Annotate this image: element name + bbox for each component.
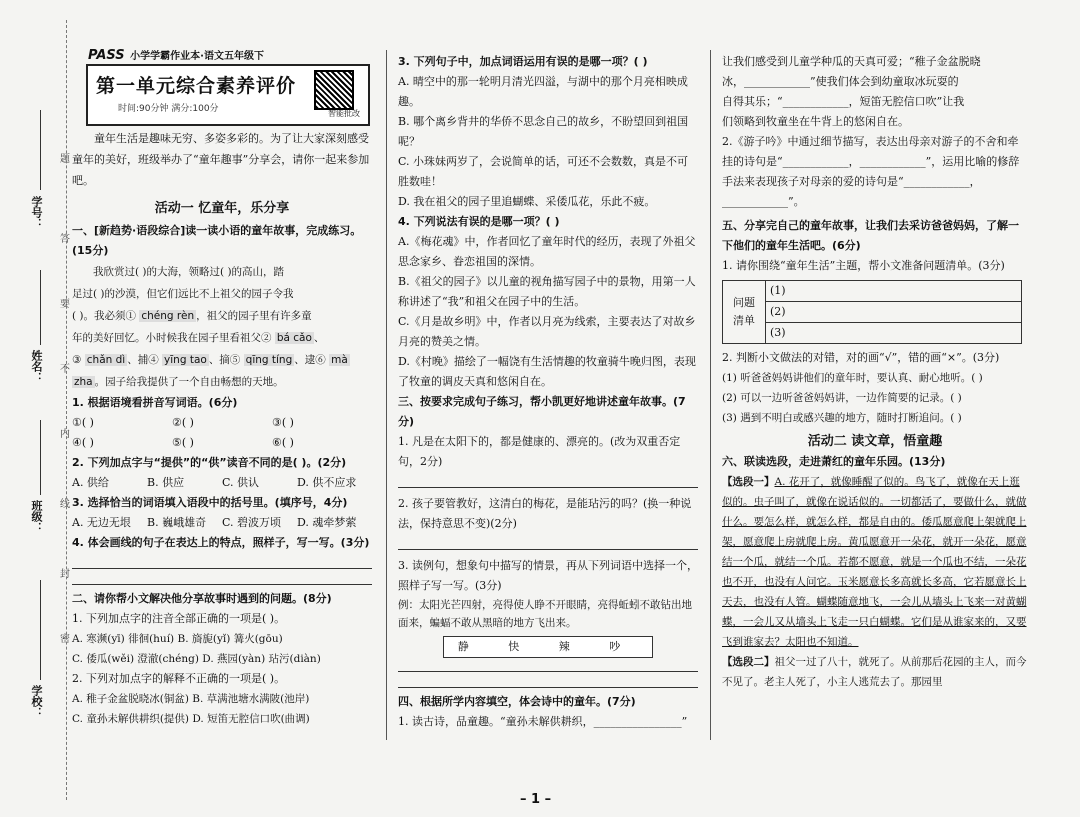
passage-1-text: A. 花开了，就像睡醒了似的。鸟飞了，就像在天上逛似的。虫子叫了，就像在说话似的。一切都活了，要做什么，就做什么。要怎么样，就怎么样，都是自由的。倭瓜愿意爬上架就爬上架，愿意爬上房就爬上房。黄瓜愿意开一朵花，就开一朵花，愿意结一个瓜，就结一个瓜。若都不愿意，就是一个瓜也不结，一朵花也不开，也没有人问它。玉米愿意长多高就长多高，它若愿意长上天去，也没有人管。蝴蝶随意地飞，一会儿从墙头上飞来一对黄蝴蝶，一会儿又从墙头上飞走一只白蝴蝶。它们是从谁家来的，又要飞到谁家去？太阳也不知道。 bbox=[722, 476, 1027, 648]
story-line: 我欣赏过( )的大海，领略过( )的高山，踏 bbox=[93, 266, 285, 278]
answer-blank[interactable]: ④( ) bbox=[72, 436, 94, 449]
question-1-4: 4. 体会画线的句子在表达上的特点，照样子，写一写。(3分) bbox=[72, 536, 370, 549]
cut-mark: 要 bbox=[60, 299, 70, 310]
table-label bbox=[723, 281, 766, 344]
answer-line[interactable] bbox=[398, 686, 698, 688]
judge-item[interactable]: (1) 听爸爸妈妈讲他们的童年时，要认真、耐心地听。( ) bbox=[722, 372, 983, 384]
option[interactable]: C. 供认 bbox=[222, 476, 260, 489]
story-line: 、摘⑤ bbox=[208, 354, 241, 366]
story-line: ( )。我必须① bbox=[72, 310, 137, 322]
cut-mark: 内 bbox=[60, 429, 70, 440]
table-row[interactable]: (2) bbox=[766, 302, 1022, 323]
section-5-title: 五、分享完自己的童年故事，让我们去采访爸爸妈妈，了解一下他们的童年生活吧。(6分) bbox=[722, 219, 1019, 252]
pinyin-5: qīng tíng bbox=[245, 354, 293, 366]
page-number: – 1 – bbox=[520, 792, 552, 807]
word-choices bbox=[398, 636, 698, 658]
pinyin-6b: zha bbox=[74, 376, 93, 388]
cut-mark: 不 bbox=[60, 364, 70, 375]
question-5-2: 2. 判断小文做法的对错，对的画“√”，错的画“×”。(3分) bbox=[722, 351, 1000, 364]
pinyin-1: chéng rèn bbox=[141, 310, 195, 322]
pinyin-4: yīng tao bbox=[164, 354, 207, 366]
question-2-4: 4. 下列说法有误的是哪一项？( ) bbox=[398, 215, 560, 228]
answer-line[interactable] bbox=[398, 486, 698, 488]
table-label-1: 问题 bbox=[733, 296, 755, 309]
story-line: 、捕④ bbox=[127, 354, 159, 366]
judge-item[interactable]: (2) 可以一边听爸爸妈妈讲，一边作简要的记录。( ) bbox=[722, 392, 962, 404]
answer-blank[interactable]: ②( ) bbox=[172, 416, 194, 429]
passage-2-label: 【选段二】 bbox=[722, 656, 775, 668]
section-4-title: 四、根据所学内容填空，体会诗中的童年。(7分) bbox=[398, 695, 636, 708]
option[interactable]: A. 稚子金盆脱晓冰(铜盆) B. 草满池塘水满陂(池岸) bbox=[72, 693, 310, 705]
intro-text: 童年生活是趣味无穷、多姿多彩的。为了让大家深刻感受童年的美好，班级举办了“童年趣事”分享会，请你一起来参加吧。 bbox=[72, 132, 370, 187]
section-3-title: 三、按要求完成句子练习，帮小凯更好地讲述童年故事。(7分) bbox=[398, 395, 686, 428]
table-row[interactable]: (1) bbox=[766, 281, 1022, 302]
column-1 bbox=[72, 128, 372, 729]
cut-line bbox=[66, 20, 67, 800]
question-3-1: 1. 凡是在太阳下的，都是健康的、漂亮的。(改为双重否定句，2分) bbox=[398, 435, 681, 468]
page-title: 第一单元综合素养评价 bbox=[96, 75, 297, 97]
fill-line[interactable]: 自得其乐；“____________，短笛无腔信口吹”让我 bbox=[722, 95, 965, 108]
option[interactable]: D. 我在祖父的园子里追蝴蝶、采倭瓜花，乐此不疲。 bbox=[398, 195, 656, 208]
column-divider bbox=[710, 50, 711, 740]
section-6-title: 六、联读选段，走进萧红的童年乐园。(13分) bbox=[722, 455, 946, 468]
option[interactable]: A. 供给 bbox=[72, 476, 109, 489]
judge-item[interactable]: (3) 遇到不明白或感兴趣的地方，随时打断追问。( ) bbox=[722, 412, 962, 424]
qr-code-icon[interactable] bbox=[314, 70, 354, 110]
activity-1-title: 活动一 忆童年，乐分享 bbox=[154, 201, 290, 216]
fill-line[interactable]: 冰，____________”使我们体会到幼童取冰玩耍的 bbox=[722, 75, 959, 88]
marker: ③ bbox=[72, 354, 82, 366]
answer-line[interactable] bbox=[398, 548, 698, 550]
story-line: ，祖父的园子里有许多童 bbox=[196, 310, 312, 322]
student-id-line[interactable] bbox=[40, 110, 41, 190]
passage-2 bbox=[722, 652, 1028, 692]
option[interactable]: C. 小珠妹两岁了，会说简单的话，可还不会数数，真是不可胜数哇！ bbox=[398, 155, 689, 188]
story-line: 。园子给我提供了一个自由畅想的天地。 bbox=[94, 376, 284, 388]
question-2-1: 1. 下列加点字的注音全部正确的一项是( )。 bbox=[72, 612, 286, 625]
table-label-2: 清单 bbox=[733, 314, 755, 327]
school-line[interactable] bbox=[40, 580, 41, 680]
table-row[interactable]: (3) bbox=[766, 323, 1022, 344]
series-name: 小学学霸作业本·语文五年级下 bbox=[130, 51, 264, 62]
pinyin-answer-blanks bbox=[72, 413, 372, 453]
binding-margin bbox=[0, 0, 70, 817]
option[interactable]: A. 寒濒(yī) 徘徊(huí) B. 旖旎(yǐ) 篝火(gōu) bbox=[72, 633, 283, 645]
option[interactable]: A. 无边无垠 bbox=[72, 516, 131, 529]
answer-blank[interactable]: ⑤( ) bbox=[172, 436, 194, 449]
class-line[interactable] bbox=[40, 420, 41, 495]
option[interactable]: C.《月是故乡明》中，作者以月亮为线索，主要表达了对故乡月亮的赞美之情。 bbox=[398, 315, 696, 348]
story-line: 年的美好回忆。小时候我在园子里看祖父② bbox=[72, 332, 272, 344]
fill-line: 们领略到牧童坐在牛背上的悠闲自在。 bbox=[722, 115, 909, 128]
brand-logo: PASS bbox=[88, 48, 125, 63]
option[interactable]: C. 碧波万顷 bbox=[222, 516, 282, 529]
column-3 bbox=[722, 52, 1028, 692]
option[interactable]: A. 晴空中的那一轮明月清光四溢，与湖中的那个月亮相映成趣。 bbox=[398, 75, 688, 108]
question-1-1: 1. 根据语境看拼音写词语。(6分) bbox=[72, 396, 238, 409]
word-box[interactable]: 静 快 辣 吵 bbox=[443, 636, 654, 658]
question-1-2: 2. 下列加点字与“提供”的“供”读音不同的是( )。(2分) bbox=[72, 456, 347, 469]
fill-line: 让我们感受到儿童学种瓜的天真可爱；“稚子金盆脱晓 bbox=[722, 55, 981, 68]
passage-1-label: 【选段一】 bbox=[722, 476, 775, 488]
story-passage bbox=[72, 261, 372, 393]
column-2 bbox=[398, 52, 698, 732]
passage-2-text: 祖父一过了八十，就死了。从前那后花园的主人，而今不见了。老主人死了，小主人逃荒去了。那园里 bbox=[722, 656, 1027, 688]
student-id-label: 学号： bbox=[30, 196, 43, 229]
question-1-3: 3. 选择恰当的词语填入语段中的括号里。(填序号，4分) bbox=[72, 496, 348, 509]
example-sentence: 例：太阳光芒四射，亮得使人睁不开眼睛，亮得蚯蚓不敢钻出地面来，蝙蝠不敢从黑暗的地方飞出来。 bbox=[398, 599, 692, 629]
option[interactable]: C. 童孙未解供耕织(提供) D. 短笛无腔信口吹(曲调) bbox=[72, 713, 310, 725]
option[interactable]: D. 魂牵梦萦 bbox=[297, 516, 357, 529]
question-2-3: 3. 下列句子中，加点词语运用有误的是哪一项？( ) bbox=[398, 55, 648, 68]
exam-meta: 时间:90分钟 满分:100分 bbox=[118, 104, 219, 114]
option[interactable]: A.《梅花魂》中，作者回忆了童年时代的经历，表现了外祖父思念家乡、眷恋祖国的深情。 bbox=[398, 235, 696, 268]
name-line[interactable] bbox=[40, 270, 41, 345]
cut-mark: 封 bbox=[60, 569, 70, 580]
activity-2-title: 活动二 读文章，悟童趣 bbox=[807, 434, 943, 449]
option[interactable]: B.《祖父的园子》以儿童的视角描写园子中的景物，用第一人称讲述了“我”和祖父在园子中的生活。 bbox=[398, 275, 696, 308]
question-3-2: 2. 孩子要管教好，这清白的梅花，是能玷污的吗？(换一种说法，保持意思不变)(2分) bbox=[398, 497, 692, 530]
column-divider bbox=[386, 50, 387, 740]
question-3-3: 3. 读例句，想象句中描写的情景，再从下列词语中选择一个，照样子写一写。(3分) bbox=[398, 559, 698, 592]
qr-caption: 智能批改 bbox=[328, 109, 360, 118]
series-header bbox=[88, 47, 264, 63]
question-4-2[interactable]: 2.《游子吟》中通过细节描写，表达出母亲对游子的不舍和牵挂的诗句是“____________，____________”，运用比喻的修辞手法来表现孩子对母亲的爱的诗句是“____________，____________”。 bbox=[722, 135, 1020, 208]
pinyin-2: bá cǎo bbox=[276, 332, 312, 344]
answer-line[interactable] bbox=[72, 583, 372, 585]
q2-options bbox=[72, 473, 372, 493]
q3-options bbox=[72, 513, 372, 533]
cut-mark: 答 bbox=[60, 234, 70, 245]
section-1-title: 一、[新趋势·语段综合]读一读小语的童年故事，完成练习。(15分) bbox=[72, 224, 362, 257]
question-4-1: 1. 读古诗，品童趣。“童孙未解供耕织，________________” bbox=[398, 715, 688, 728]
name-label: 姓名： bbox=[30, 350, 43, 383]
pinyin-6a: mà bbox=[331, 354, 348, 366]
answer-line[interactable] bbox=[398, 670, 698, 672]
pinyin-3: chǎn dì bbox=[86, 354, 126, 366]
school-label: 学校： bbox=[30, 685, 43, 718]
question-2-2: 2. 下列对加点字的解释不正确的一项是( )。 bbox=[72, 672, 286, 685]
question-list-table bbox=[722, 280, 1022, 344]
answer-blank[interactable]: ③( ) bbox=[272, 416, 294, 429]
story-line: 足过( )的沙漠，但它们远比不上祖父的园子令我 bbox=[72, 288, 294, 300]
option[interactable]: B. 供应 bbox=[147, 476, 185, 489]
question-5-1: 1. 请你围绕“童年生活”主题，帮小文准备问题清单。(3分) bbox=[722, 259, 1005, 272]
section-2-title: 二、请你帮小文解决他分享故事时遇到的问题。(8分) bbox=[72, 592, 332, 605]
title-box bbox=[86, 64, 370, 126]
punct: 、 bbox=[313, 332, 325, 344]
answer-blank[interactable]: ①( ) bbox=[72, 416, 94, 429]
class-label: 班级： bbox=[30, 500, 43, 533]
cut-mark: 线 bbox=[60, 499, 70, 510]
passage-1 bbox=[722, 472, 1028, 652]
story-line: 、逮⑥ bbox=[294, 354, 326, 366]
cut-mark: 密 bbox=[60, 634, 70, 645]
option[interactable]: C. 倭瓜(wěi) 澄澈(chéng) D. 燕园(yàn) 玷污(diàn) bbox=[72, 653, 321, 665]
option[interactable]: B. 巍峨雄奇 bbox=[147, 516, 207, 529]
answer-line[interactable] bbox=[72, 567, 372, 569]
answer-blank[interactable]: ⑥( ) bbox=[272, 436, 294, 449]
option[interactable]: D. 供不应求 bbox=[297, 476, 357, 489]
option[interactable]: D.《村晚》描绘了一幅饶有生活情趣的牧童骑牛晚归图，表现了牧童的调皮天真和悠闲自在。 bbox=[398, 355, 696, 388]
option[interactable]: B. 哪个离乡背井的华侨不思念自己的故乡，不盼望回到祖国呢？ bbox=[398, 115, 689, 148]
cut-mark: 题 bbox=[60, 154, 70, 165]
